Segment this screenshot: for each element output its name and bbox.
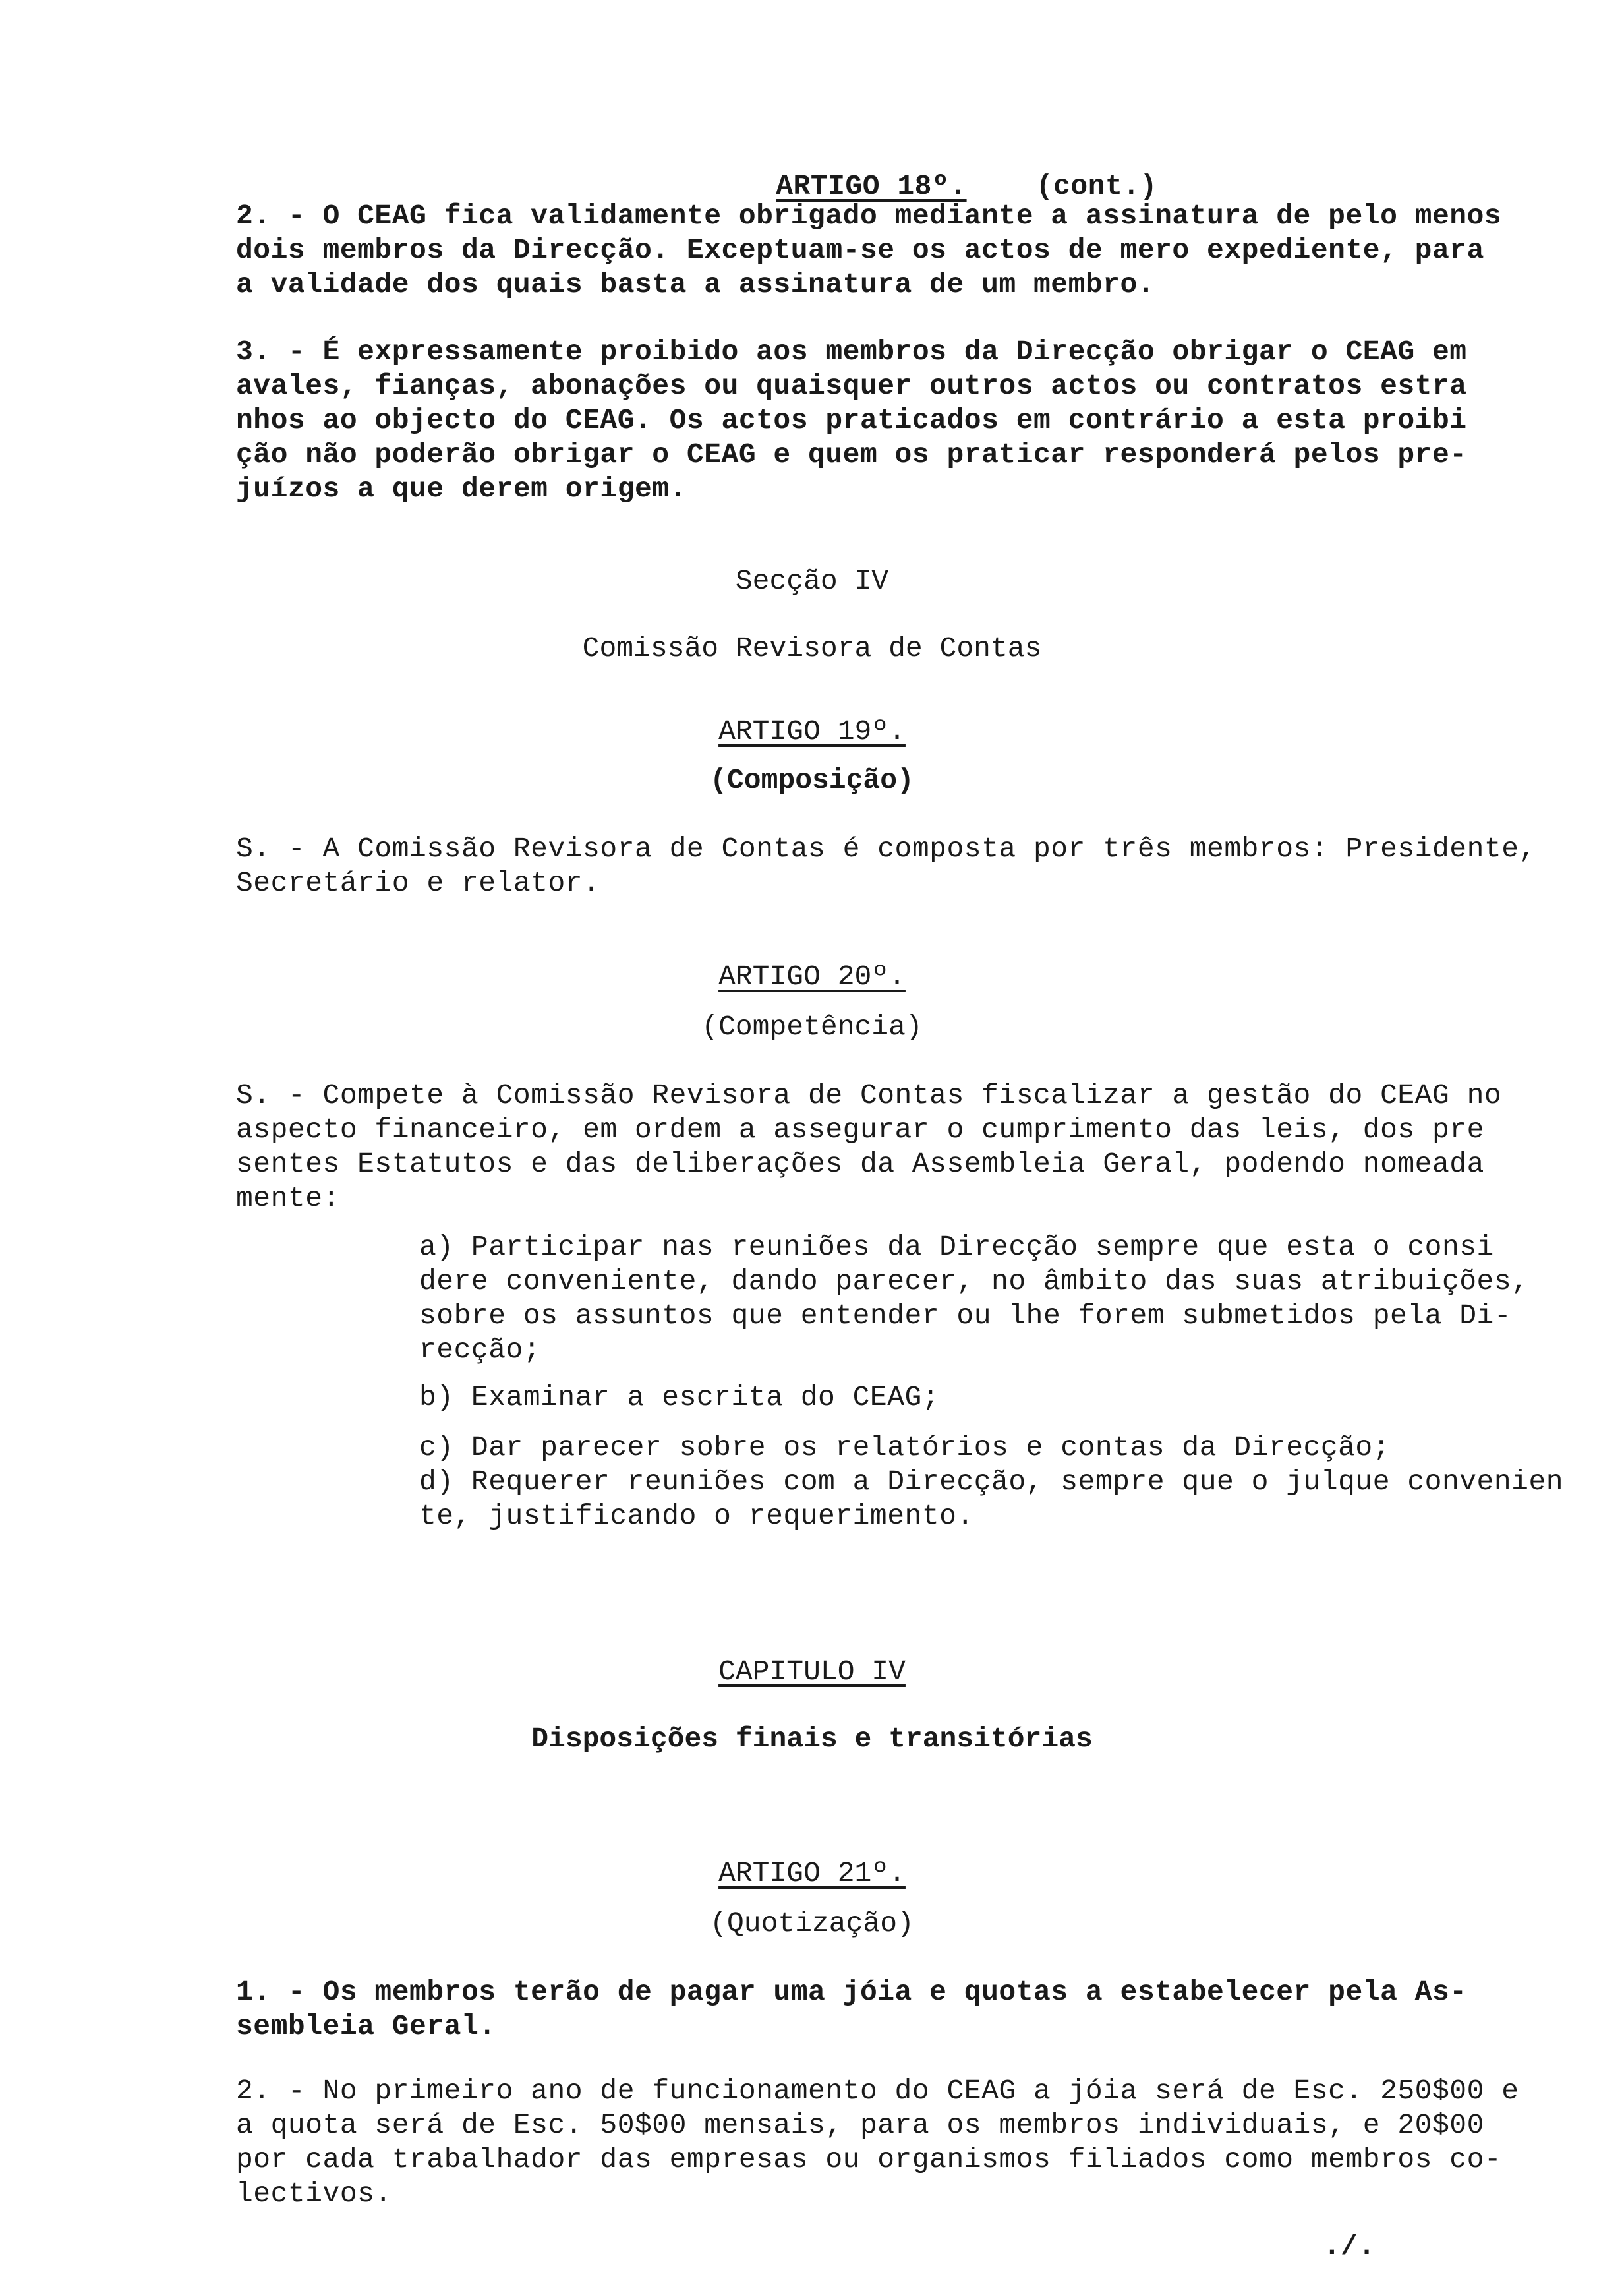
artigo-20-item-c: c) Dar parecer sobre os relatórios e contas da Direcção; <box>419 1431 1391 1464</box>
artigo-18-p3-line-5: juízos a que derem origem. <box>236 473 687 505</box>
artigo-19-p-line-2: Secretário e relator. <box>236 867 600 899</box>
artigo-20-item-a-line-3: sobre os assuntos que entender ou lhe forem submetidos pela Di- <box>419 1299 1512 1332</box>
artigo-20-item-b: b) Examinar a escrita do CEAG; <box>419 1381 940 1413</box>
artigo-21-p2-line-2: a quota será de Esc. 50$00 mensais, para os membros individuais, e 20$00 <box>236 2109 1484 2141</box>
artigo-18-p3-line-3: nhos ao objecto do CEAG. Os actos praticados em contrário a esta proibi <box>236 404 1467 436</box>
artigo-18-cont: (cont.) <box>1035 170 1157 202</box>
artigo-21-p1-line-1: 1. - Os membros terão de pagar uma jóia e quotas a estabelecer pela As- <box>236 1976 1467 2008</box>
artigo-20-item-a-line-4: recção; <box>419 1334 541 1366</box>
artigo-18-p3-line-2: avales, fianças, abonações ou quaisquer outros actos ou contratos estra <box>236 370 1467 402</box>
artigo-20-subtitle: (Competência) <box>701 1011 923 1043</box>
artigo-18-p3-line-4: ção não poderão obrigar o CEAG e quem os praticar responderá pelos pre- <box>236 438 1467 471</box>
artigo-18-p3-line-1: 3. - É expressamente proibido aos membros da Direcção obrigar o CEAG em <box>236 336 1467 368</box>
artigo-20-item-d-line-1: d) Requerer reuniões com a Direcção, sempre que o julque convenien <box>419 1466 1564 1498</box>
seccao-4-title: Secção IV <box>735 565 889 597</box>
artigo-19-heading: ARTIGO 19º. <box>718 715 906 748</box>
artigo-18-p2-line-3: a validade dos quais basta a assinatura de um membro. <box>236 268 1155 301</box>
artigo-21-p2-line-4: lectivos. <box>236 2178 392 2210</box>
artigo-18-p2-line-1: 2. - O CEAG fica validamente obrigado mediante a assinatura de pelo menos <box>236 200 1502 232</box>
artigo-21-heading: ARTIGO 21º. <box>718 1857 906 1889</box>
artigo-19-subtitle: (Composição) <box>710 764 914 796</box>
artigo-20-heading: ARTIGO 20º. <box>718 961 906 993</box>
artigo-21-p2-line-1: 2. - No primeiro ano de funcionamento do CEAG a jóia será de Esc. 250$00 e <box>236 2075 1519 2107</box>
capitulo-4-title: CAPITULO IV <box>718 1655 906 1688</box>
artigo-21-p2-line-3: por cada trabalhador das empresas ou organismos filiados como membros co- <box>236 2143 1502 2176</box>
artigo-19-p-line-1: S. - A Comissão Revisora de Contas é composta por três membros: Presidente, <box>236 833 1536 865</box>
artigo-20-p-line-4: mente: <box>236 1182 340 1214</box>
artigo-20-p-line-2: aspecto financeiro, em ordem a assegurar o cumprimento das leis, dos pre <box>236 1114 1484 1146</box>
artigo-20-item-a-line-1: a) Participar nas reuniões da Direcção sempre que esta o consi <box>419 1231 1494 1263</box>
artigo-18-p2-line-2: dois membros da Direcção. Exceptuam-se os actos de mero expediente, para <box>236 234 1484 266</box>
capitulo-4-subtitle: Disposições finais e transitórias <box>531 1723 1093 1755</box>
artigo-20-p-line-1: S. - Compete à Comissão Revisora de Contas fiscalizar a gestão do CEAG no <box>236 1079 1502 1112</box>
continuation-mark: ./. <box>1323 2230 1376 2263</box>
artigo-21-subtitle: (Quotização) <box>710 1907 914 1940</box>
artigo-21-p1-line-2: sembleia Geral. <box>236 2010 496 2042</box>
artigo-20-p-line-3: sentes Estatutos e das deliberações da Assembleia Geral, podendo nomeada <box>236 1148 1484 1180</box>
seccao-4-subtitle: Comissão Revisora de Contas <box>582 632 1042 665</box>
artigo-20-item-d-line-2: te, justificando o requerimento. <box>419 1500 974 1532</box>
artigo-20-item-a-line-2: dere conveniente, dando parecer, no âmbito das suas atribuições, <box>419 1265 1529 1297</box>
artigo-18-title: ARTIGO 18º. <box>776 170 967 202</box>
